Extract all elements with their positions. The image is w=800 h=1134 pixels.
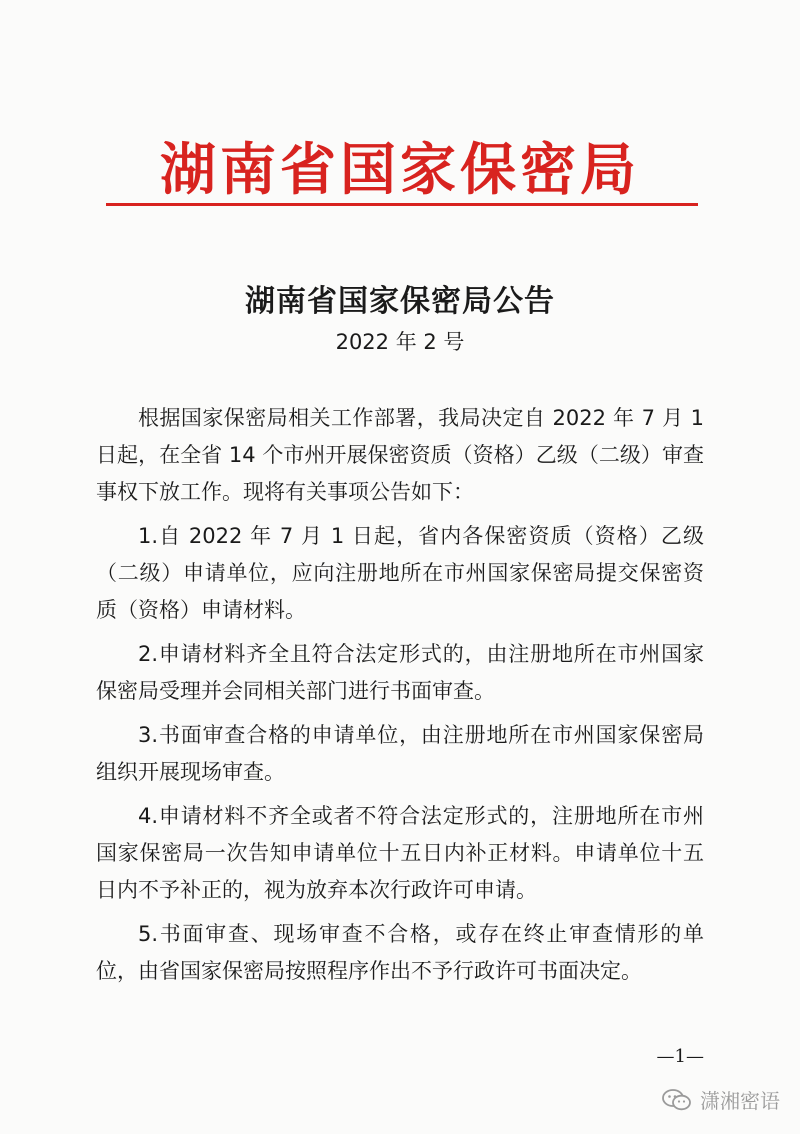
body-paragraph: 1.自 2022 年 7 月 1 日起，省内各保密资质（资格）乙级（二级）申请单位，应向注册地所在市州国家保密局提交保密资质（资格）申请材料。 [96, 524, 704, 622]
agency-masthead: 湖南省国家保密局 [160, 137, 640, 203]
notice-title: 湖南省国家保密局公告 [245, 284, 555, 319]
red-divider-line [106, 203, 698, 206]
notice-body [96, 400, 704, 997]
page-number: —1— [656, 1046, 704, 1067]
wechat-watermark [662, 1085, 780, 1114]
body-paragraph: 3.书面审查合格的申请单位，由注册地所在市州国家保密局组织开展现场审查。 [96, 723, 704, 784]
wechat-icon [662, 1088, 692, 1112]
watermark-text: 潇湘密语 [700, 1089, 780, 1113]
body-paragraph: 4.申请材料不齐全或者不符合法定形式的，注册地所在市州国家保密局一次告知申请单位十五日内补正材料。申请单位十五日内不予补正的，视为放弃本次行政许可申请。 [96, 804, 704, 902]
body-paragraph: 5.书面审查、现场审查不合格，或存在终止审查情形的单位，由省国家保密局按照程序作出不予行政许可书面决定。 [96, 922, 704, 983]
document-number: 2022 年 2 号 [335, 330, 465, 354]
body-paragraph: 2.申请材料齐全且符合法定形式的，由注册地所在市州国家保密局受理并会同相关部门进行书面审查。 [96, 642, 704, 703]
body-paragraph: 根据国家保密局相关工作部署，我局决定自 2022 年 7 月 1 日起，在全省 14 个市州开展保密资质（资格）乙级（二级）审查事权下放工作。现将有关事项公告如下： [96, 406, 704, 504]
